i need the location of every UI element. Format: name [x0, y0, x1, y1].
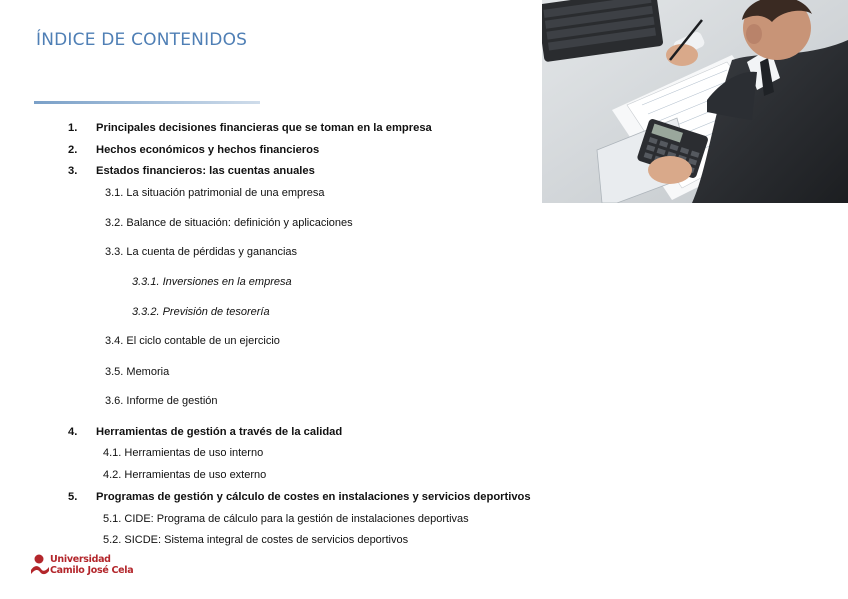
logo-line-1: Universidad — [50, 554, 111, 565]
toc-item-3-3-2[interactable]: 3.3.2. Previsión de tesorería — [132, 306, 270, 318]
toc-item-3-4[interactable]: 3.4. El ciclo contable de un ejercicio — [105, 335, 280, 347]
toc-item-5-2[interactable]: 5.2. SICDE: Sistema integral de costes de servicios deportivos — [103, 534, 409, 546]
toc-item-3-1[interactable]: 3.1. La situación patrimonial de una empresa — [105, 187, 325, 199]
university-name — [50, 554, 133, 576]
toc-number: 2. — [68, 144, 78, 156]
page-title: ÍNDICE DE CONTENIDOS — [36, 30, 248, 50]
toc-number: 1. — [68, 122, 78, 134]
toc-item-5-1[interactable]: 5.1. CIDE: Programa de cálculo para la gestión de instalaciones deportivas — [103, 513, 469, 525]
toc-label: Principales decisiones financieras que se toman en la empresa — [96, 122, 432, 134]
businessman-calculator-image — [542, 0, 848, 203]
business-photo — [542, 0, 848, 203]
logo-line-2: Camilo José Cela — [50, 565, 134, 576]
ucjc-emblem-icon — [30, 553, 50, 577]
toc-number: 4. — [68, 426, 78, 438]
toc-number: 5. — [68, 491, 78, 503]
toc-label: Estados financieros: las cuentas anuales — [96, 165, 315, 177]
toc-item-3-3[interactable]: 3.3. La cuenta de pérdidas y ganancias — [105, 246, 298, 258]
university-logo — [30, 553, 150, 579]
toc-item-3-3-1[interactable]: 3.3.1. Inversiones en la empresa — [132, 276, 292, 288]
toc-label: Programas de gestión y cálculo de costes en instalaciones y servicios deportivos — [96, 491, 531, 503]
toc-item-3-6[interactable]: 3.6. Informe de gestión — [105, 395, 218, 407]
toc-item-3-5[interactable]: 3.5. Memoria — [105, 366, 170, 378]
toc-item-4-1[interactable]: 4.1. Herramientas de uso interno — [103, 447, 264, 459]
toc-number: 3. — [68, 165, 78, 177]
toc-item-3-2[interactable]: 3.2. Balance de situación: definición y aplicaciones — [105, 217, 353, 229]
toc-label: Herramientas de gestión a través de la calidad — [96, 426, 343, 438]
toc-label: Hechos económicos y hechos financieros — [96, 144, 320, 156]
title-underline — [34, 101, 260, 104]
toc-item-4-2[interactable]: 4.2. Herramientas de uso externo — [103, 469, 267, 481]
